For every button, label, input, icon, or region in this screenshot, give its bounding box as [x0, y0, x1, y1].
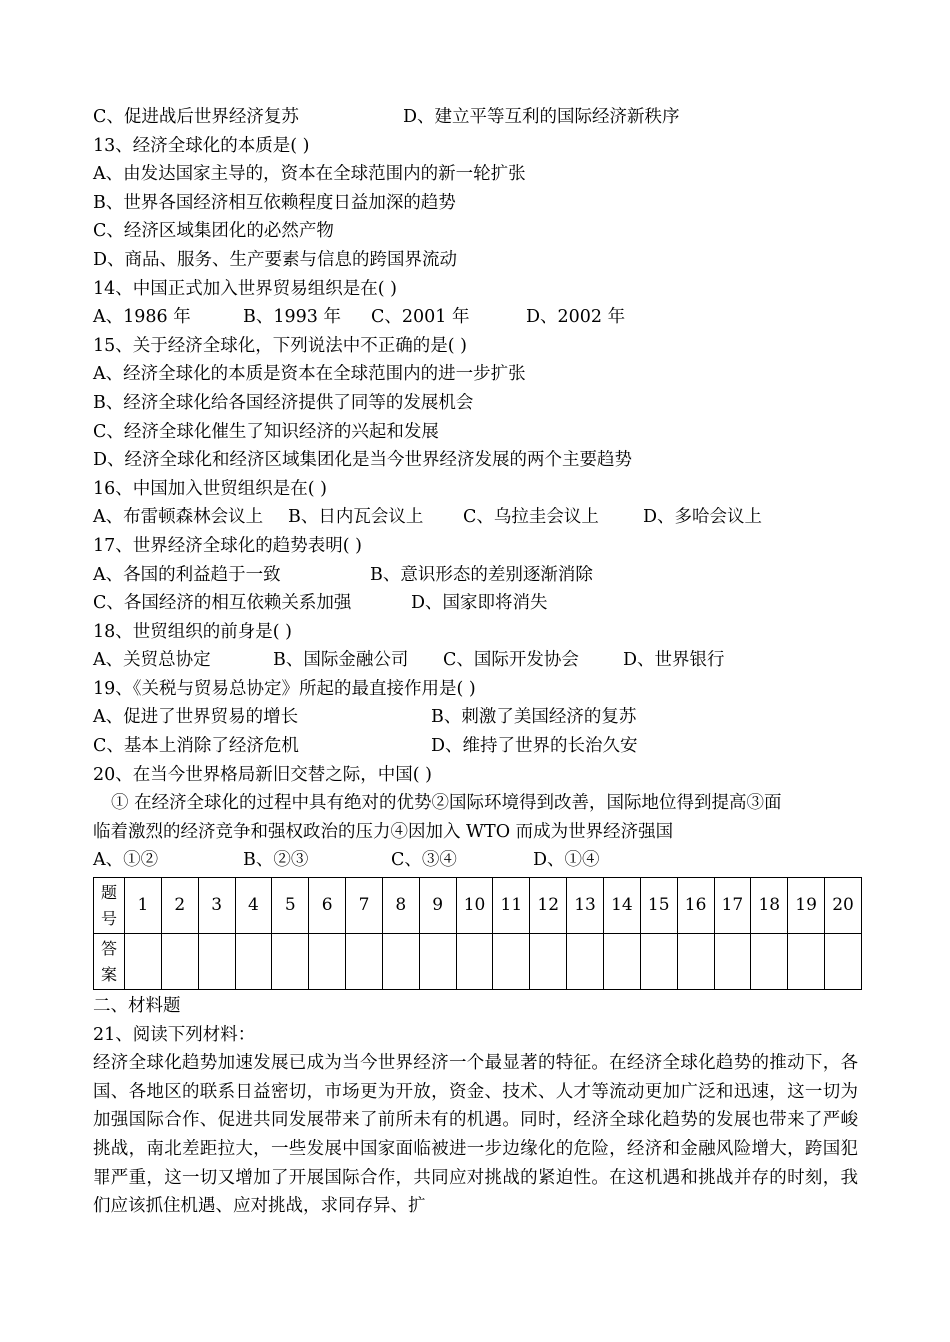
answer-cell[interactable] [235, 934, 272, 990]
answer-number: 17 [714, 878, 751, 934]
q20-option-b: B、②③ [243, 850, 309, 871]
q15-option-b: B、经济全球化给各国经济提供了同等的发展机会 [93, 392, 474, 413]
answer-table-head-answer: 答案 [94, 934, 125, 990]
q20-statements-line2: 临着激烈的经济竞争和强权政治的压力④因加入 WTO 而成为世界经济强国 [93, 821, 674, 842]
answer-number: 8 [382, 878, 419, 934]
answer-cell[interactable] [640, 934, 677, 990]
q21-material: 经济全球化趋势加速发展已成为当今世界经济一个最显著的特征。在经济全球化趋势的推动下，各国、各地区的联系日益密切，市场更为开放，资金、技术、人才等流动更加广泛和迅速，这一切为加强国际合作、促进共同发展带来了前所未有的机遇。同时，经济全球化趋势的发展也带来了严峻挑战，南北差距拉大，一些发展中国家面临被进一步边缘化的危险，经济和金融风险增大，跨国犯罪严重，这一切又增加了开展国际合作，共同应对挑战的紧迫性。在这机遇和挑战并存的时刻，我们应该抓住机遇、应对挑战，求同存异、扩 [93, 1053, 858, 1217]
q18-option-b: B、国际金融公司 [273, 650, 409, 671]
answer-cell[interactable] [309, 934, 346, 990]
answer-cell[interactable] [161, 934, 198, 990]
answer-cell[interactable] [493, 934, 530, 990]
answer-number: 4 [235, 878, 272, 934]
q14-option-b: B、1993 年 [243, 307, 341, 328]
answer-cell[interactable] [677, 934, 714, 990]
answer-cell[interactable] [419, 934, 456, 990]
q12-options-cd [93, 103, 863, 132]
q13-option-b: B、世界各国经济相互依赖程度日益加深的趋势 [93, 192, 456, 213]
q20-option-c: C、③④ [391, 850, 457, 871]
answer-number: 14 [603, 878, 640, 934]
answer-cell[interactable] [567, 934, 604, 990]
answer-cell[interactable] [456, 934, 493, 990]
answer-cell[interactable] [382, 934, 419, 990]
answer-number: 20 [825, 878, 862, 934]
q17-options-cd [93, 589, 863, 618]
answer-number: 5 [272, 878, 309, 934]
answer-number: 16 [677, 878, 714, 934]
answer-cell[interactable] [125, 934, 162, 990]
answer-number: 1 [125, 878, 162, 934]
q16-option-b: B、日内瓦会议上 [288, 507, 424, 528]
q17-option-d: D、国家即将消失 [411, 593, 548, 614]
q17-option-b: B、意识形态的差别逐渐消除 [370, 564, 593, 585]
q19-option-a: A、促进了世界贸易的增长 [93, 707, 299, 728]
q21-stem: 21、阅读下列材料： [93, 1024, 256, 1045]
q13-option-d: D、商品、服务、生产要素与信息的跨国界流动 [93, 249, 458, 270]
q20-option-a: A、①② [93, 850, 159, 871]
q13-option-a: A、由发达国家主导的，资本在全球范围内的新一轮扩张 [93, 164, 526, 185]
answer-number: 2 [161, 878, 198, 934]
q19-options-ab [93, 703, 863, 732]
q17-option-c: C、各国经济的相互依赖关系加强 [93, 593, 352, 614]
q16-option-a: A、布雷顿森林会议上 [93, 507, 264, 528]
q20-stem: 20、在当今世界格局新旧交替之际，中国( ) [93, 764, 432, 785]
answer-table-answer-row [94, 934, 862, 990]
q19-stem: 19、《关税与贸易总协定》所起的最直接作用是( ) [93, 678, 476, 699]
answer-table-head-number: 题号 [94, 878, 125, 934]
answer-number: 11 [493, 878, 530, 934]
q18-option-a: A、关贸总协定 [93, 650, 211, 671]
answer-cell[interactable] [603, 934, 640, 990]
answer-table [93, 877, 862, 990]
answer-cell[interactable] [346, 934, 383, 990]
q13-option-c: C、经济区域集团化的必然产物 [93, 221, 334, 242]
q12-option-d: D、建立平等互利的国际经济新秩序 [403, 107, 680, 127]
answer-number: 3 [198, 878, 235, 934]
q14-options [93, 303, 863, 332]
q15-option-c: C、经济全球化催生了知识经济的兴起和发展 [93, 421, 439, 442]
q20-option-d: D、①④ [533, 850, 600, 871]
section2-title: 二、材料题 [93, 996, 181, 1017]
q16-option-c: C、乌拉圭会议上 [463, 507, 599, 528]
q14-option-c: C、2001 年 [371, 307, 470, 328]
answer-cell[interactable] [530, 934, 567, 990]
q14-stem: 14、中国正式加入世界贸易组织是在( ) [93, 278, 397, 299]
q16-option-d: D、多哈会议上 [643, 507, 763, 528]
q17-option-a: A、各国的利益趋于一致 [93, 564, 281, 585]
q19-option-b: B、刺激了美国经济的复苏 [431, 707, 637, 728]
answer-number: 7 [346, 878, 383, 934]
q12-option-c: C、促进战后世界经济复苏 [93, 107, 299, 127]
exam-page [93, 103, 863, 1221]
answer-cell[interactable] [788, 934, 825, 990]
answer-number: 13 [567, 878, 604, 934]
q15-stem: 15、关于经济全球化，下列说法中不正确的是( ) [93, 335, 467, 356]
q17-options-ab [93, 561, 863, 590]
q13-stem: 13、经济全球化的本质是( ) [93, 135, 310, 156]
q18-option-d: D、世界银行 [623, 650, 725, 671]
answer-number: 6 [309, 878, 346, 934]
q16-options [93, 503, 863, 532]
answer-cell[interactable] [272, 934, 309, 990]
answer-number: 12 [530, 878, 567, 934]
q14-option-a: A、1986 年 [93, 307, 191, 328]
q15-option-a: A、经济全球化的本质是资本在全球范围内的进一步扩张 [93, 364, 526, 385]
q16-stem: 16、中国加入世贸组织是在( ) [93, 478, 327, 499]
answer-cell[interactable] [198, 934, 235, 990]
q20-options [93, 846, 863, 875]
answer-number: 9 [419, 878, 456, 934]
q19-option-c: C、基本上消除了经济危机 [93, 736, 299, 757]
q20-statements-line1: ① 在经济全球化的过程中具有绝对的优势②国际环境得到改善，国际地位得到提高③面 [111, 793, 782, 814]
q18-stem: 18、世贸组织的前身是( ) [93, 621, 292, 642]
q17-stem: 17、世界经济全球化的趋势表明( ) [93, 535, 362, 556]
answer-cell[interactable] [825, 934, 862, 990]
answer-number: 15 [640, 878, 677, 934]
q19-option-d: D、维持了世界的长治久安 [431, 736, 638, 757]
q14-option-d: D、2002 年 [526, 307, 626, 328]
q19-options-cd [93, 732, 863, 761]
q15-option-d: D、经济全球化和经济区域集团化是当今世界经济发展的两个主要趋势 [93, 450, 633, 471]
answer-number: 19 [788, 878, 825, 934]
answer-number: 10 [456, 878, 493, 934]
answer-number: 18 [751, 878, 788, 934]
answer-table-number-row [94, 878, 862, 934]
q18-option-c: C、国际开发协会 [443, 650, 579, 671]
answer-cell[interactable] [751, 934, 788, 990]
answer-cell[interactable] [714, 934, 751, 990]
q18-options [93, 646, 863, 675]
